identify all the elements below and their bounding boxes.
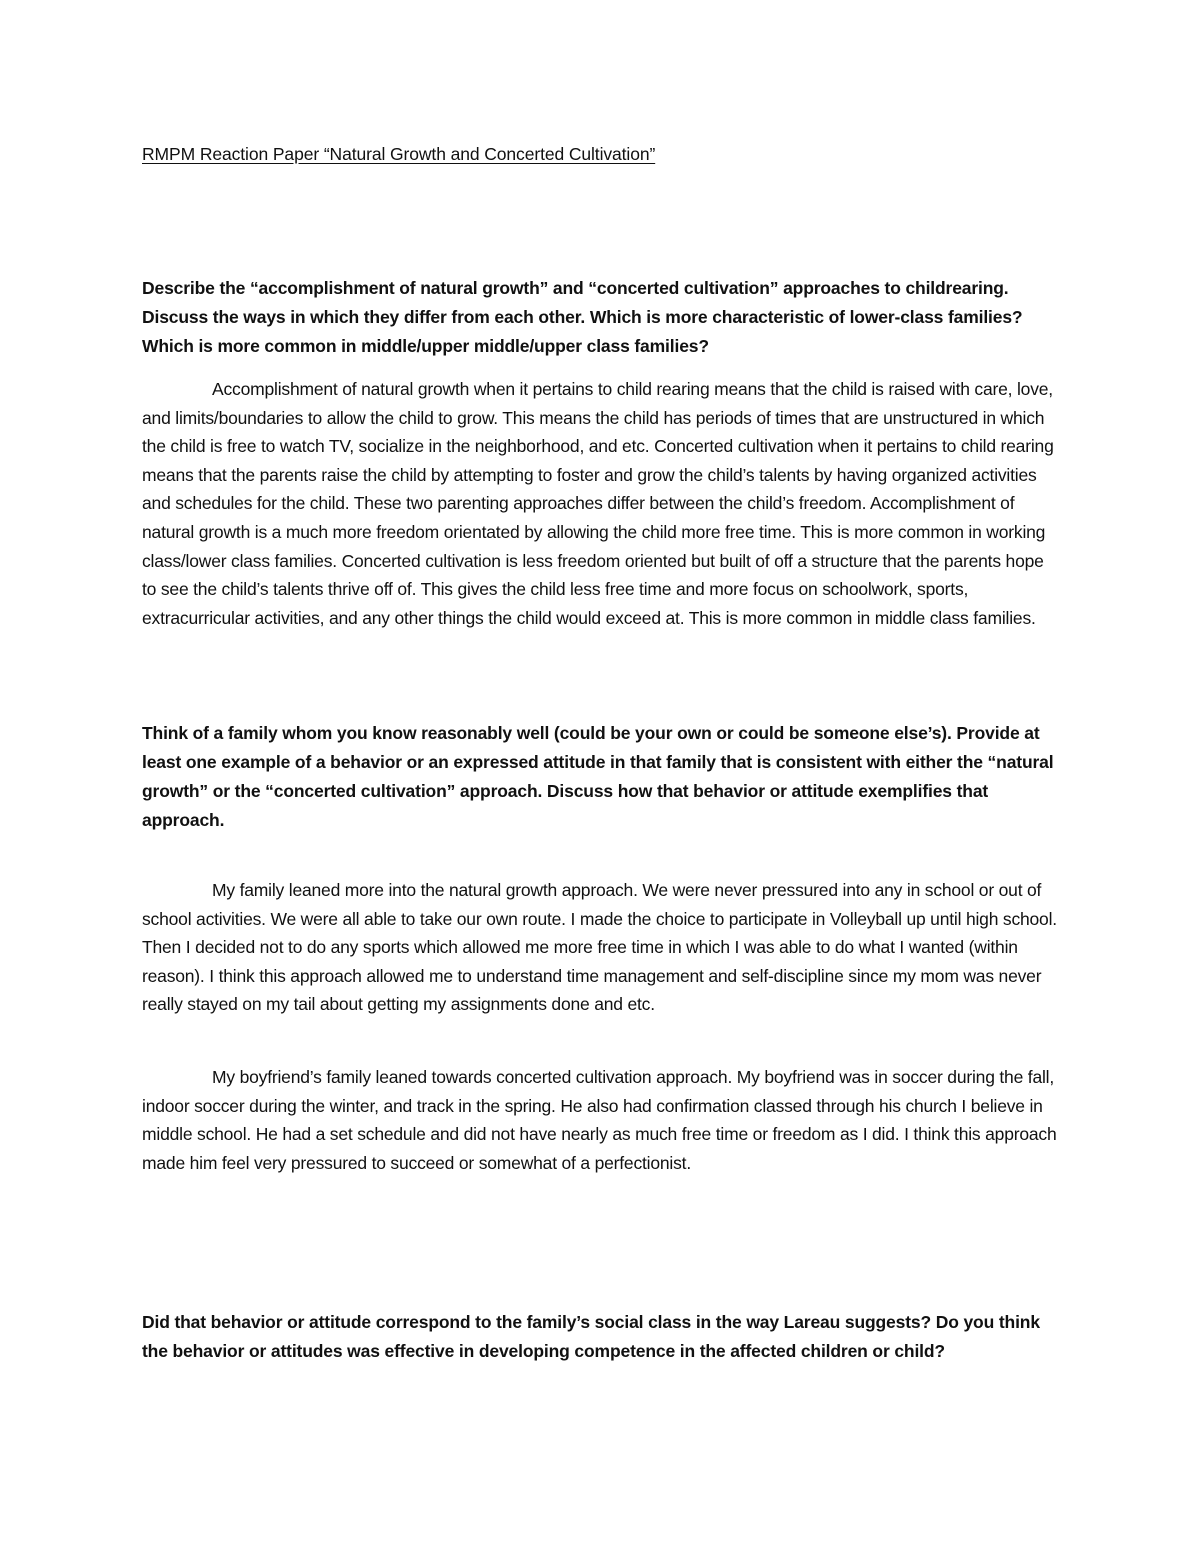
answer-2-paragraph-2: My boyfriend’s family leaned towards concerted cultivation approach. My boyfriend was in soccer during the fall, indoor soccer during the winter, and track in the spring. He also had confirmation classed through his church I believe in middle school. He had a set schedule and did not have nearly as much free time or freedom as I did. I think this approach made him feel very pressured to succeed or somewhat of a perfectionist. [142, 1067, 1057, 1173]
answer-1-paragraph-1: Accomplishment of natural growth when it pertains to child rearing means that the child is raised with care, love, and limits/boundaries to allow the child to grow. This means the child has periods of times that are unstructured in which the child is free to watch TV, socialize in the neighborhood, and etc. Concerted cultivation when it pertains to child rearing means that the parents raise the child by attempting to foster and grow the child’s talents by having organized activities and schedules for the child. These two parenting approaches differ between the child’s freedom. Accomplishment of natural growth is a much more freedom orientated by allowing the child more free time. This is more common in working class/lower class families. Concerted cultivation is less freedom oriented but built of off a structure that the parents hope to see the child’s talents thrive off of. This gives the child less free time and more focus on schoolwork, sports, extracurricular activities, and any other things the child would exceed at. This is more common in middle class families. [142, 379, 1054, 628]
question-1: Describe the “accomplishment of natural growth” and “concerted cultivation” approaches to childrearing. Discuss the ways in which they differ from each other. Which is more characteristic of lower-class families? Which is more common in middle/upper middle/upper class families? [142, 278, 1023, 356]
question-3: Did that behavior or attitude correspond to the family’s social class in the way Lareau suggests? Do you think the behavior or attitudes was effective in developing competence in the affected children or child? [142, 1312, 1040, 1361]
document-title: RMPM Reaction Paper “Natural Growth and Concerted Cultivation” [142, 144, 656, 164]
answer-2-paragraph-1: My family leaned more into the natural growth approach. We were never pressured into any in school or out of school activities. We were all able to take our own route. I made the choice to participate in Volleyball up until high school. Then I decided not to do any sports which allowed me more free time in which I was able to do what I wanted (within reason). I think this approach allowed me to understand time management and self-discipline since my mom was never really stayed on my tail about getting my assignments done and etc. [142, 880, 1057, 1015]
question-2: Think of a family whom you know reasonably well (could be your own or could be someone else’s). Provide at least one example of a behavior or an expressed attitude in that family that is consistent with either the “natural growth” or the “concerted cultivation” approach. Discuss how that behavior or attitude exemplifies that approach. [142, 723, 1054, 830]
